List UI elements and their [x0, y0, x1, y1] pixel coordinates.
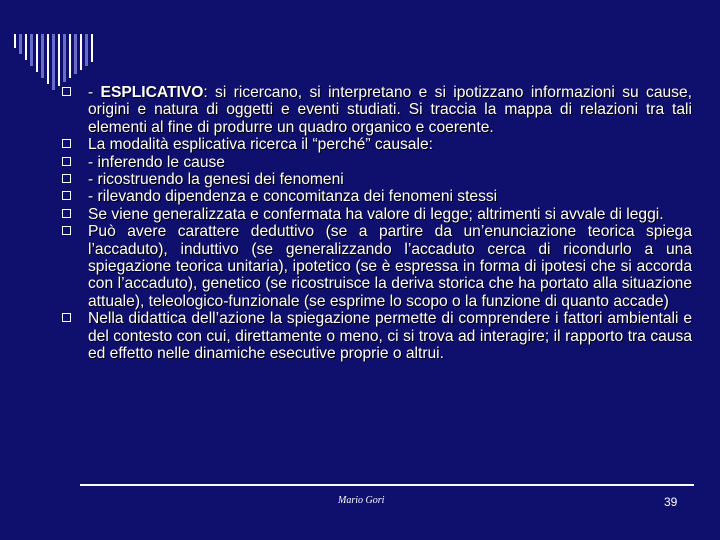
page-number: 39 — [664, 495, 678, 509]
footer-author: Mario Gori — [338, 495, 385, 506]
bullet-item — [62, 206, 692, 223]
checkbox-bullet-icon — [62, 157, 71, 166]
decorative-stripes — [14, 34, 93, 90]
bullet-item — [62, 223, 692, 310]
checkbox-bullet-icon — [62, 174, 71, 183]
bullet-text: - inferendo le cause — [88, 153, 225, 171]
checkbox-bullet-icon — [62, 313, 71, 322]
bullet-text: - ESPLICATIVO: si ricercano, si interpretano e si ipotizzano informazioni su cause, origini e natura di oggetti e eventi studiati. Si traccia la mappa di relazioni tra tali elementi al fine di produrre un quadro organico e coerente. — [88, 84, 692, 136]
bullet-item — [62, 310, 692, 362]
slide-body — [62, 84, 692, 363]
bullet-text: - ricostruendo la genesi dei fenomeni — [88, 171, 344, 189]
checkbox-bullet-icon — [62, 191, 71, 200]
checkbox-bullet-icon — [62, 139, 71, 148]
bullet-item — [62, 171, 692, 188]
bullet-text: La modalità esplicativa ricerca il “perché” causale: — [88, 136, 433, 154]
bullet-item — [62, 188, 692, 205]
bullet-list — [62, 84, 692, 363]
bullet-item — [62, 154, 692, 171]
bullet-text: Se viene generalizzata e confermata ha valore di legge; altrimenti si avvale di leggi. — [88, 205, 664, 223]
checkbox-bullet-icon — [62, 209, 71, 218]
footer-divider — [80, 484, 694, 486]
bullet-item — [62, 84, 692, 136]
bullet-text: Può avere carattere deduttivo (se a partire da un’enunciazione teorica spiega l’accaduto), induttivo (se generalizzando l’accaduto cerca di ricondurlo a una spiegazione teorica unitaria), ipotetico (se è espressa in forma di ipotesi che si accorda con l’accaduto), genetico (se ricostruisce la deriva storica che ha portato alla situazione attuale), teleologico-funzionale (se esprime lo scopo o la funzione di quanto accade) — [88, 223, 692, 310]
bullet-text: Nella didattica dell’azione la spiegazione permette di comprendere i fattori ambientali e del contesto con cui, direttamente o meno, ci si trova ad interagire; il rapporto tra causa ed effetto nelle dinamiche esecutive proprie o altrui. — [88, 310, 692, 363]
bullet-lead-term: ESPLICATIVO — [100, 84, 204, 101]
checkbox-bullet-icon — [62, 226, 71, 235]
bullet-text: - rilevando dipendenza e concomitanza dei fenomeni stessi — [88, 188, 498, 206]
checkbox-bullet-icon — [62, 87, 71, 96]
bullet-item — [62, 136, 692, 153]
